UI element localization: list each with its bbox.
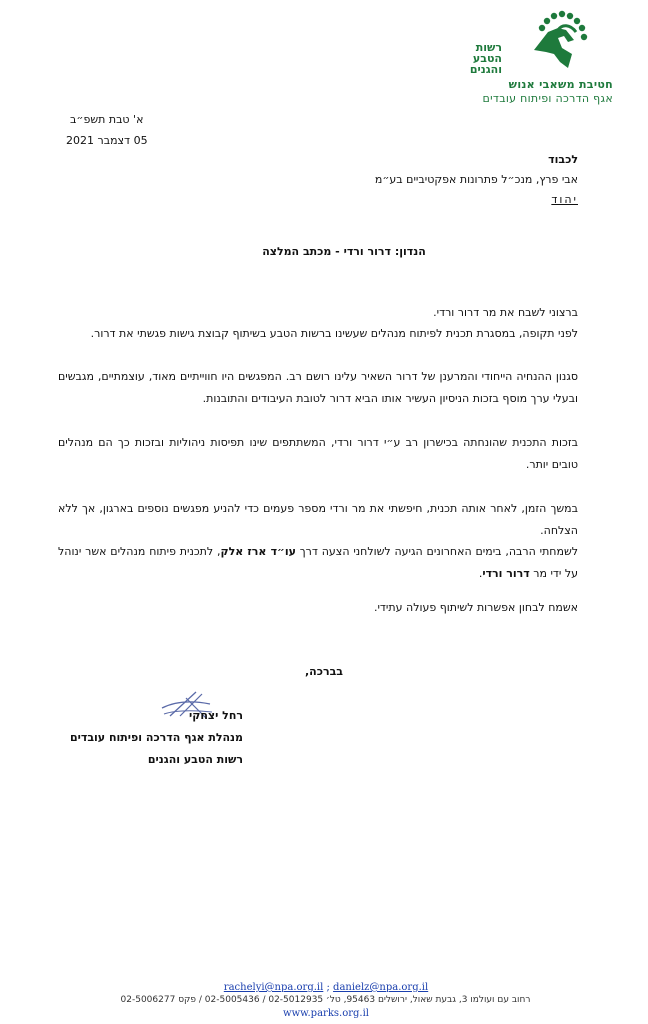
closing: בברכה, bbox=[304, 665, 343, 678]
footer-website bbox=[0, 1008, 648, 1019]
paragraph-6-text-c: . bbox=[478, 567, 483, 580]
ibex-logo-icon bbox=[528, 10, 590, 70]
subject-text: הנדון: דרור ורדי - מכתב המלצה bbox=[262, 245, 426, 258]
paragraph-5: במשך הזמן, לאחר אותה תכנית, חיפשתי את מר ורדי מספר פעמים כדי להניע מפגשים נוספים בארגון, אך ללא הצלחה. bbox=[58, 502, 578, 537]
attorney-name: עו״ד ארז אלק bbox=[220, 545, 296, 558]
paragraph-1: ברצוני לשבח את מר דרור ורדי. bbox=[433, 306, 578, 319]
paragraph-4: בזכות התכנית שהונחתה בכישרון רב ע״י דרור ורדי, המשתתפים שינו תפיסות ניהוליות ובזכות כך הם מנהלים טובים יותר. bbox=[58, 436, 578, 471]
recipient-city: יהוד bbox=[551, 193, 578, 206]
division-name: חטיבת משאבי אנוש bbox=[508, 78, 613, 91]
email-separator: ; bbox=[323, 982, 334, 993]
paragraph-6-text-a: לשמחתי הרבה, בימים האחרונים הגיעה לשולחני הצעה דרך bbox=[295, 545, 578, 558]
address-text: רחוב עם ועולמו 3, גבעת שאול, ירושלים 95463, טל׳ 02-5012935 / 02-5005436 / פקס 02-5006277 bbox=[120, 995, 531, 1005]
paragraph-6 bbox=[58, 541, 578, 585]
npa-logo bbox=[440, 10, 590, 76]
footer-emails bbox=[0, 982, 648, 993]
signer-name: רחל יצחקי bbox=[189, 709, 243, 722]
department-name: אגף הדרכה ופיתוח עובדים bbox=[482, 92, 613, 105]
logo-line-2: הטבע bbox=[472, 52, 502, 65]
website-link[interactable]: www.parks.org.il bbox=[283, 1008, 369, 1019]
recipient-name: אבי פרץ, מנכ״ל פתרונות אפקטיביים בע״מ bbox=[374, 173, 578, 186]
recommended-name: דרור ורדי bbox=[482, 567, 530, 580]
logo-line-1: רשות bbox=[475, 41, 502, 54]
paragraph-6-text-b: , לתכנית פיתוח מנהלים אשר ינוהל על ידי מר bbox=[58, 545, 578, 580]
hebrew-date: א' טבת תשפ״ב bbox=[70, 113, 144, 126]
recipient-label: לכבוד bbox=[548, 153, 578, 166]
signer-title: מנהלת אגף הדרכה ופיתוח עובדים bbox=[69, 731, 243, 744]
paragraph-3: סגנון ההנחיה הייחודי והמרענן של דרור השאיר עלינו רושם רב. המפגשים היו חווייתיים מאוד, עוצמתיים, מגבשים ובעלי ערך מוסף בזכות הניסיון העשיר אותו הביא דרור לטובת העיבודים והתובנות. bbox=[58, 370, 578, 405]
logo-line-3: והגנים bbox=[469, 63, 502, 76]
paragraph-2: לפני תקופה, במסגרת תכנית לפיתוח מנהלים שעשינו ברשות הטבע בשיתוף קבוצת גישות פגשתי את דרור. bbox=[90, 327, 578, 340]
email-link-rachel[interactable]: rachelyi@npa.org.il bbox=[223, 982, 324, 993]
email-link-daniel[interactable]: danielz@npa.org.il bbox=[333, 982, 429, 993]
logo-wordmark bbox=[470, 42, 502, 75]
subject-line bbox=[0, 245, 648, 258]
paragraph-7: אשמח לבחון אפשרות לשיתוף פעולה עתידי. bbox=[373, 601, 578, 614]
footer-address bbox=[0, 995, 648, 1005]
gregorian-date: 05 דצמבר 2021 bbox=[66, 134, 148, 147]
signer-organization: רשות הטבע והגנים bbox=[147, 753, 243, 766]
